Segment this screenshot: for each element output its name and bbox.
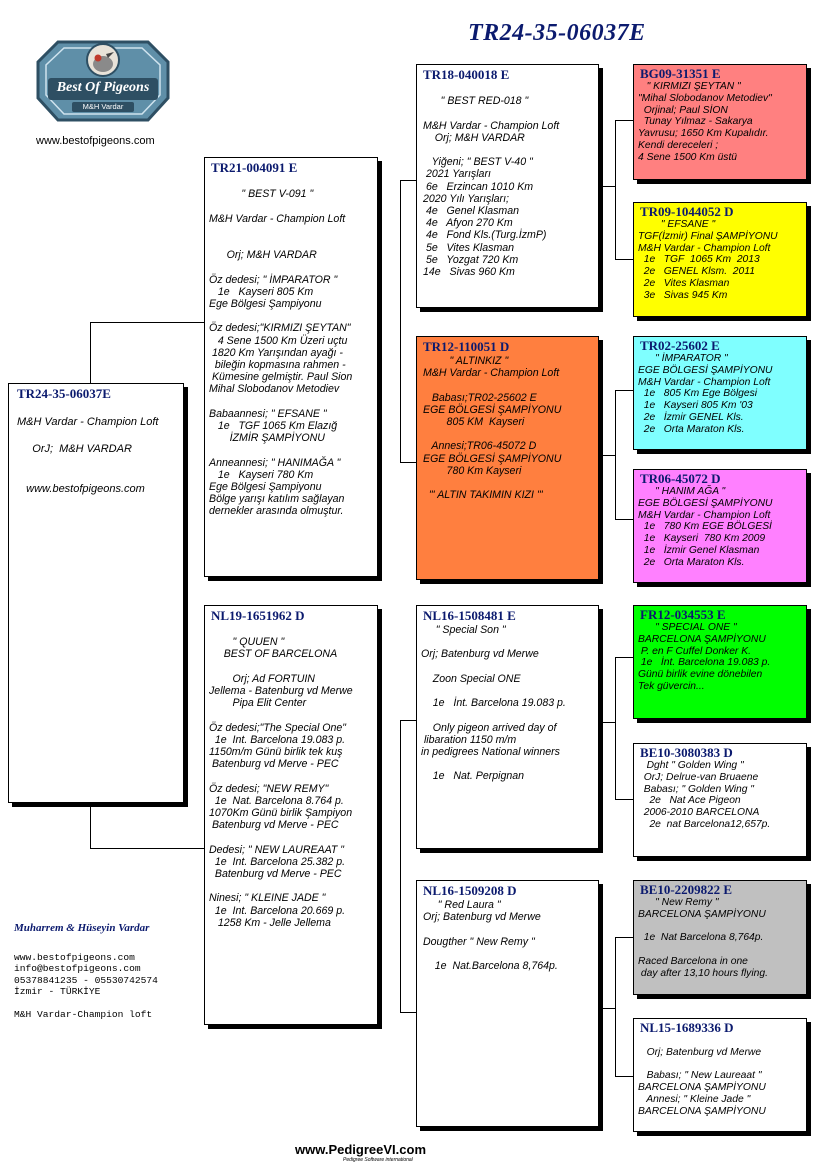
pedigree-title: TR24-35-06037E [468, 20, 646, 46]
connector [598, 722, 616, 723]
connector [400, 180, 416, 181]
connector [615, 937, 633, 938]
box-details: " Special Son " Orj; Batenburg vd Merwe Zoon Special ONE 1e İnt. Barcelona 19.083 p. Only pigeon arrived day of libaration 1150 m/m in pedigrees National winners 1e Nat. Perpignan [421, 624, 566, 783]
box-details: M&H Vardar - Champion Loft OrJ; M&H VARDAR www.bestofpigeons.com [17, 416, 159, 496]
pedigree-box-sdd [633, 469, 807, 583]
box-details: Orj; Batenburg vd Merwe Babası; " New Laureaat " BARCELONA ŞAMPİYONU Annesi; " Kleine Jade " BARCELONA ŞAMPİYONU [638, 1046, 766, 1117]
pedigree-box-dam [204, 605, 378, 1025]
connector [615, 937, 616, 1077]
ring-number: BE10-2209822 E [640, 882, 733, 897]
box-details: " SPECIAL ONE " BARCELONA ŞAMPİYONU P. en F Cuffel Donker K. 1e İnt. Barcelona 19.083 p. Günü birlik evine dönebilen Tek güvercin... [638, 622, 771, 692]
ring-number: TR12-110051 D [423, 339, 510, 354]
ring-number: FR12-034553 E [640, 607, 726, 622]
box-details: " New Remy " BARCELONA ŞAMPİYONU 1e Nat Barcelona 8,764p. Raced Barcelona in one day after 13,10 hours flying. [638, 897, 768, 979]
connector [598, 186, 616, 187]
ring-number: TR09-1044052 D [640, 204, 734, 219]
ring-number: NL16-1508481 E [423, 608, 516, 623]
ring-number: TR18-040018 E [423, 67, 510, 82]
pedigree-box-ssd [633, 202, 807, 317]
logo-subtext: M&H Vardar [82, 102, 124, 111]
connector [90, 322, 205, 323]
pedigree-box-sire [204, 157, 378, 577]
pedigree-box-sire-sire [416, 64, 599, 308]
pedigree-box-dam-dam [416, 880, 599, 1127]
connector [615, 1076, 633, 1077]
connector [615, 799, 633, 800]
owner-contact: www.bestofpigeons.com info@bestofpigeons.com 05378841235 - 05530742574 İzmir - TÜRKİYE M&H Vardar-Champion loft [14, 952, 158, 1021]
pedigree-box-sds [633, 336, 807, 450]
footer-brand-text: www.PedigreeVI.com [295, 1142, 427, 1157]
ring-number: TR02-25602 E [640, 338, 720, 353]
connector [400, 180, 401, 463]
logo-text: Best Of Pigeons [56, 80, 150, 95]
connector [615, 657, 616, 800]
connector [615, 657, 633, 658]
connector [400, 720, 416, 721]
ring-number: NL16-1509208 D [423, 883, 517, 898]
box-details: " QUUEN " BEST OF BARCELONA Orj; Ad FORTUIN Jellema - Batenburg vd Merwe Pipa Elit Center Öz dedesi;"The Special One" 1e Int. Barcelona 19.083 p. 1150m/m Günü birlik tek kuş Batenburg vd Merve - PEC Öz dedesi; "NEW REMY" 1e Nat. Barcelona 8.764 p. 1070Km Günü birlik Şampiyon Batenburg vd Merve - PEC Dedesi; " NEW LAUREAAT " 1e Int. Barcelona 25.382 p. Batenburg vd Merve - PEC Ninesi; " KLEINE JADE " 1e Int. Barcelona 20.669 p. 1258 Km - Jelle Jellema [209, 636, 353, 929]
pedigree-box-dam-sire [416, 605, 599, 849]
ring-number: BE10-3080383 D [640, 745, 733, 760]
footer-brand [295, 1142, 426, 1163]
footer-tagline: Pedigree Software international [343, 1157, 413, 1163]
ring-number: NL19-1651962 D [211, 608, 305, 623]
pedigree-box-sire-dam [416, 336, 599, 580]
box-details: " BEST V-091 " M&H Vardar - Champion Loft Orj; M&H VARDAR Öz dedesi; " İMPARATOR " 1e Kayseri 805 Km Ege Bölgesi Şampiyonu Öz dedesi;"KIRMIZI ŞEYTAN" 4 Sene 1500 Km Üzeri uçtu 1820 Km Yarışından ayağı - bileğin kopmasına rahmen - Kümesine gelmiştir. Paul Sion Mihal Slobodanov Metodiev Babaannesi; " EFSANE " 1e TGF 1065 Km Elazığ İZMİR ŞAMPİYONU Anneannesi; " HANIMAĞA " 1e Kayseri 780 Km Ege Bölgesi Şampiyonu Bölge yarışı katılım sağlayan dernekler arasında olmuştur. [209, 188, 353, 518]
connector [615, 390, 633, 391]
connector [615, 120, 616, 260]
box-details: " EFSANE " TGF(İzmir) Final ŞAMPİYONU M&H Vardar - Champion Loft 1e TGF 1065 Km 2013 2e GENEL Klsm. 2011 2e Vites Klasman 3e Sivas 945 Km [638, 219, 778, 301]
connector [598, 1008, 616, 1009]
pedigree-box-dds [633, 880, 807, 995]
ring-number: NL15-1689336 D [640, 1020, 734, 1035]
best-of-pigeons-logo [28, 28, 178, 128]
pedigree-box-dsd [633, 743, 807, 857]
box-details: " ALTINKIZ " M&H Vardar - Champion Loft Babası;TR02-25602 E EGE BÖLGESİ ŞAMPİYONU 805 KM Kayseri Annesi;TR06-45072 D EGE BÖLGESİ ŞAMPİYONU 780 Km Kayseri "' ALTIN TAKIMIN KIZI '" [423, 355, 562, 502]
connector [90, 800, 91, 849]
box-details: " Red Laura " Orj; Batenburg vd Merwe Dougther " New Remy " 1e Nat.Barcelona 8,764p. [423, 899, 558, 973]
pedigree-box-main [8, 383, 184, 803]
box-details: " BEST RED-018 " M&H Vardar - Champion Loft Orj; M&H VARDAR Yiğeni; " BEST V-40 " 2021 Yarışları 6e Erzincan 1010 Km 2020 Yılı Yarışları; 4e Genel Klasman 4e Afyon 270 Km 4e Fond Kls.(Turg.İzmP) 5e Vites Klasman 5e Yozgat 720 Km 14e Sivas 960 Km [423, 95, 560, 279]
pedigree-box-dss [633, 605, 807, 719]
connector [400, 720, 401, 1013]
ring-number: TR24-35-06037E [17, 386, 111, 401]
connector [400, 462, 416, 463]
owner-name: Muharrem & Hüseyin Vardar [14, 922, 150, 934]
connector [90, 848, 205, 849]
box-details: Dght " Golden Wing " OrJ; Delrue-van Bruaene Babası; " Golden Wing " 2e Nat Ace Pigeon 2006-2010 BARCELONA 2e nat Barcelona12,657p. [643, 760, 771, 830]
ring-number: TR06-45072 D [640, 471, 721, 486]
connector [90, 322, 91, 384]
connector [615, 259, 633, 260]
connector [615, 519, 633, 520]
box-details: " KIRMIZI ŞEYTAN " "Mihal Slobodanov Metodiev" Orjinal; Paul SİON Tunay Yılmaz - Sakarya Yavrusu; 1650 Km Kupalıdır. Kendi dereceleri ; 4 Sene 1500 Km üstü [638, 81, 772, 163]
connector [400, 1012, 416, 1013]
pedigree-box-ddd [633, 1018, 807, 1132]
ring-number: BG09-31351 E [640, 66, 721, 81]
ring-number: TR21-004091 E [211, 160, 298, 175]
connector [598, 455, 616, 456]
connector [615, 120, 633, 121]
pedigree-box-sss [633, 64, 807, 180]
box-details: " HANIM AĞA " EGE BÖLGESİ ŞAMPİYONU M&H Vardar - Champion Loft 1e 780 Km EGE BÖLGESİ 1e Kayseri 780 Km 2009 1e İzmir Genel Klasman 2e Orta Maraton Kls. [638, 486, 773, 568]
box-details: " İMPARATOR " EGE BÖLGESİ ŞAMPİYONU M&H Vardar - Champion Loft 1e 805 Km Ege Bölgesi 1e Kayseri 805 Km '03 2e İzmir GENEL Kls. 2e Orta Maraton Kls. [638, 353, 773, 435]
logo-website: www.bestofpigeons.com [36, 135, 155, 147]
